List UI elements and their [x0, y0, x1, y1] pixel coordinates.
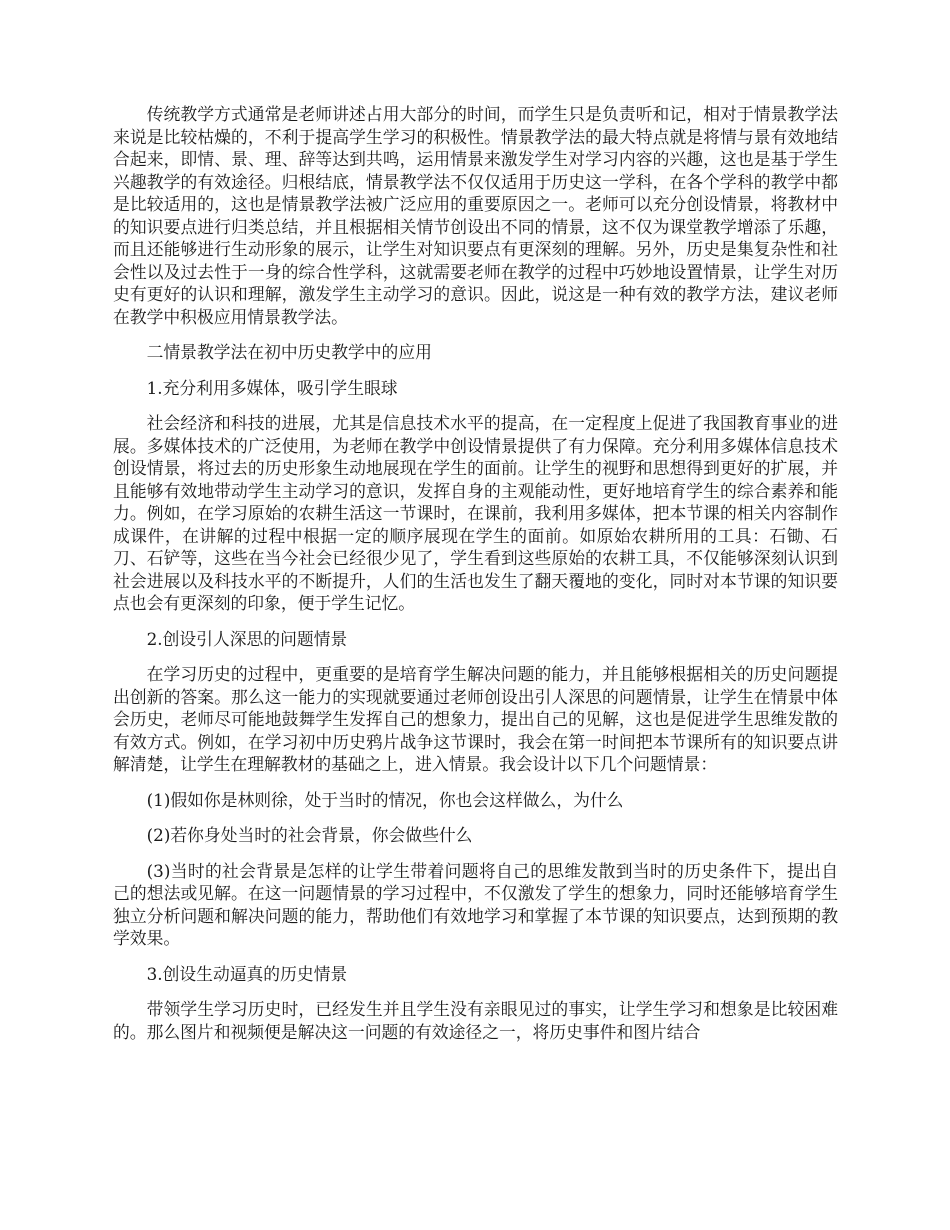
question-item-1: (1)假如你是林则徐，处于当时的情况，你也会这样做么，为什么: [146, 789, 624, 810]
section-heading: 二情景教学法在初中历史教学中的应用: [146, 342, 432, 362]
question-item-2: (2)若你身处当时的社会背景，你会做些什么: [146, 825, 473, 845]
subsection-heading-2: 2.创设引人深思的问题情景: [146, 628, 348, 649]
question-item-3: (3)当时的社会背景是怎样的让学生带着问题将自己的思维发散到当时的历史条件下，提出自己的想法或见解。在这一问题情景的学习过程中，不仅激发了学生的想象力，同时还能够培育学生独立分析问题和解决问题的能力，帮助他们有效地学习和掌握了本节课的知识要点，达到预期的教学效果。: [113, 860, 838, 948]
subsection-heading-1: 1.充分利用多媒体，吸引学生眼球: [146, 377, 398, 398]
intro-paragraph: 传统教学方式通常是老师讲述占用大部分的时间，而学生只是负责听和记，相对于情景教学法来说是比较枯燥的，不利于提高学生学习的积极性。情景教学法的最大特点就是将情与景有效地结合起来，即情、景、理、辞等达到共鸣，运用情景来激发学生对学习内容的兴趣，这也是基于学生兴趣教学的有效途径。归根结底，情景教学法不仅仅适用于历史这一学科，在各个学科的教学中都是比较适用的，这也是情景教学法被广泛应用的重要原因之一。老师可以充分创设情景，将教材中的知识要点进行归类总结，并且根据相关情节创设出不同的情景，这不仅为课堂教学增添了乐趣，而且还能够进行生动形象的展示，让学生对知识要点有更深刻的理解。另外，历史是集复杂性和社会性以及过去性于一身的综合性学科，这就需要老师在教学的过程中巧妙地设置情景，让学生对历史有更好的认识和理解，激发学生主动学习的意识。因此，说这是一种有效的教学方法，建议老师在教学中积极应用情景教学法。: [113, 104, 838, 327]
document-body: [113, 103, 838, 1056]
historical-scene-paragraph: 带领学生学习历史时，已经发生并且学生没有亲眼见过的事实，让学生学习和想象是比较困难的。那么图片和视频便是解决这一问题的有效途径之一，将历史事件和图片结合: [113, 999, 838, 1042]
multimedia-paragraph: 社会经济和科技的进展，尤其是信息技术水平的提高，在一定程度上促进了我国教育事业的进展。多媒体技术的广泛使用，为老师在教学中创设情景提供了有力保障。充分利用多媒体信息技术创设情景，将过去的历史形象生动地展现在学生的面前。让学生的视野和思想得到更好的扩展，并且能够有效地带动学生主动学习的意识，发挥自身的主观能动性，更好地培育学生的综合素养和能力。例如，在学习原始的农耕生活这一节课时，在课前，我利用多媒体，把本节课的相关内容制作成课件，在讲解的过程中根据一定的顺序展现在学生的面前。如原始农耕所用的工具：石锄、石刀、石铲等，这些在当今社会已经很少见了，学生看到这些原始的农耕工具，不仅能够深刻认识到社会进展以及科技水平的不断提升，人们的生活也发生了翻天覆地的变化，同时对本节课的知识要点也会有更深刻的印象，便于学生记忆。: [113, 413, 838, 613]
question-scenario-paragraph: 在学习历史的过程中，更重要的是培育学生解决问题的能力，并且能够根据相关的历史问题提出创新的答案。那么这一能力的实现就要通过老师创设出引人深思的问题情景，让学生在情景中体会历史，老师尽可能地鼓舞学生发挥自己的想象力，提出自己的见解，这也是促进学生思维发散的有效方式。例如，在学习初中历史鸦片战争这节课时，我会在第一时间把本节课所有的知识要点讲解清楚，让学生在理解教材的基础之上，进入情景。我会设计以下几个问题情景：: [113, 664, 838, 774]
subsection-heading-3: 3.创设生动逼真的历史情景: [146, 963, 348, 984]
